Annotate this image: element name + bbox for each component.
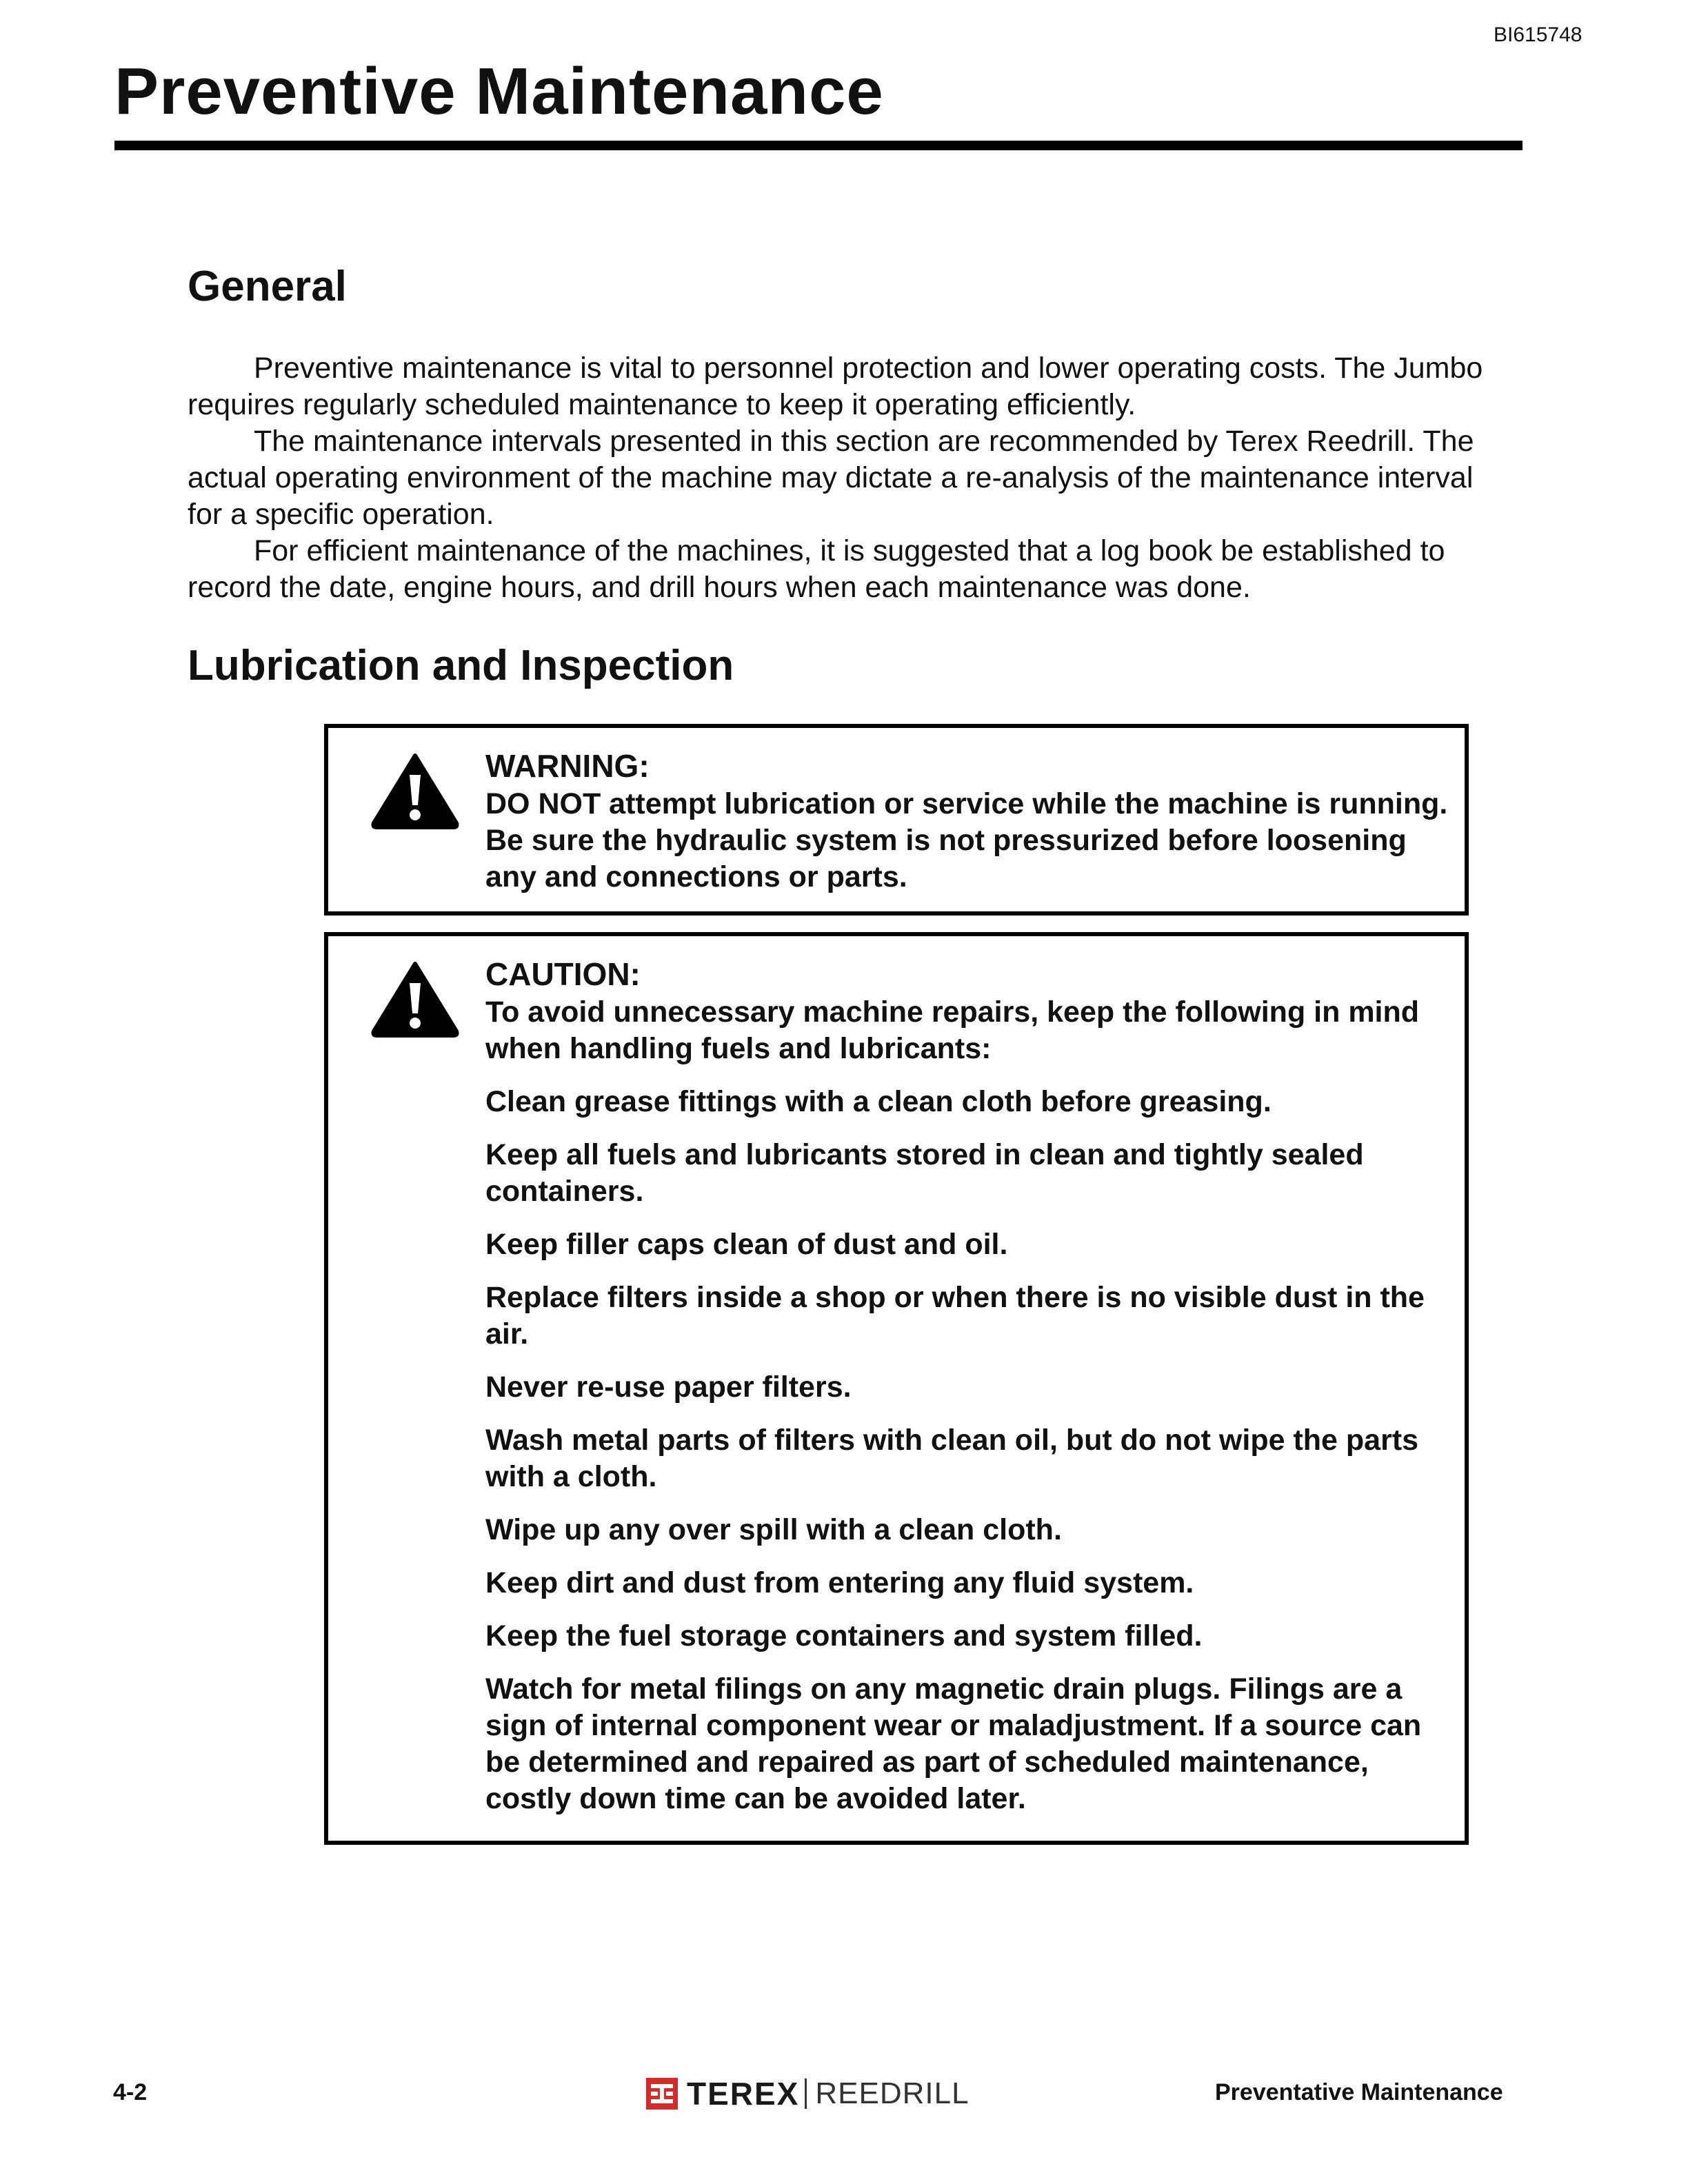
- caution-item: Keep the fuel storage containers and system filled.: [485, 1619, 1203, 1652]
- warning-heading: WARNING:: [485, 748, 650, 784]
- caution-heading: CAUTION:: [485, 956, 641, 992]
- caution-item: Replace filters inside a shop or when there is no visible dust in the air.: [485, 1281, 1425, 1351]
- terex-logo-icon: [645, 2077, 679, 2110]
- general-paragraph: For efficient maintenance of the machines, it is suggested that a log book be established to record the date, engine hours, and drill hours when each maintenance was done.: [188, 534, 1445, 604]
- document-id: BI615748: [1494, 23, 1582, 46]
- logo-brand-text: TEREX: [687, 2076, 800, 2112]
- caution-intro: To avoid unnecessary machine repairs, keep the following in mind when handling fuels and lubricants:: [485, 995, 1420, 1065]
- footer-section-name: Preventative Maintenance: [1215, 2079, 1503, 2105]
- general-paragraph: The maintenance intervals presented in this section are recommended by Terex Reedrill. The actual operating environment of the machine may dictate a re-analysis of the maintenance interval for a specific operation.: [188, 425, 1474, 531]
- warning-triangle-icon: [370, 751, 461, 831]
- warning-callout: [324, 724, 1469, 916]
- caution-item: Wash metal parts of filters with clean oil, but do not wipe the parts with a cloth.: [485, 1424, 1419, 1493]
- caution-callout: [324, 932, 1469, 1845]
- logo-product-text: REEDRILL: [815, 2076, 969, 2110]
- caution-content: [485, 954, 1452, 1817]
- caution-item: Clean grease fittings with a clean cloth before greasing.: [485, 1085, 1272, 1118]
- caution-item: Watch for metal filings on any magnetic drain plugs. Filings are a sign of internal component wear or maladjustment. If a source can be determined and repaired as part of scheduled maintenance, costly down time can be avoided later.: [485, 1672, 1422, 1815]
- caution-list: [485, 1084, 1452, 1817]
- page-title: Preventive Maintenance: [114, 54, 884, 128]
- general-body: [188, 350, 1511, 606]
- section-heading-general: General: [188, 263, 347, 310]
- caution-item: Keep dirt and dust from entering any fluid system.: [485, 1566, 1194, 1599]
- caution-item: Wipe up any over spill with a clean cloth.: [485, 1513, 1062, 1546]
- section-heading-lubrication: Lubrication and Inspection: [188, 642, 734, 689]
- warning-text: DO NOT attempt lubrication or service while the machine is running. Be sure the hydraulic system is not pressurized before loosening any and connections or parts.: [485, 787, 1448, 893]
- footer-page-number: 4-2: [113, 2079, 148, 2105]
- warning-content: [485, 746, 1452, 896]
- footer-logo: [645, 2074, 969, 2114]
- logo-divider: [805, 2079, 807, 2109]
- general-paragraph: Preventive maintenance is vital to personnel protection and lower operating costs. The Jumbo requires regularly scheduled maintenance to keep it operating efficiently.: [188, 352, 1483, 421]
- caution-triangle-icon: [370, 960, 461, 1040]
- caution-item: Never re-use paper filters.: [485, 1371, 852, 1404]
- caution-item: Keep all fuels and lubricants stored in clean and tightly sealed containers.: [485, 1138, 1364, 1208]
- title-rule: [114, 141, 1523, 150]
- caution-item: Keep filler caps clean of dust and oil.: [485, 1228, 1008, 1261]
